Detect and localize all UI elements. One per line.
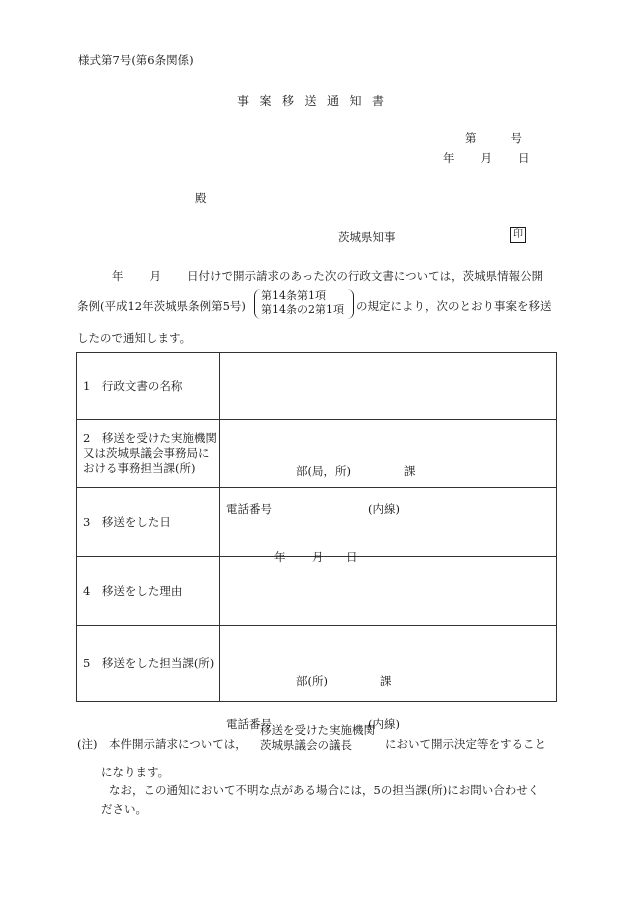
article-option-1: 第14条第1項 — [261, 289, 326, 302]
table-row — [77, 557, 557, 626]
decision-body-options — [260, 723, 375, 753]
body-line-1 — [112, 268, 543, 284]
body-line-3: したので通知します。 — [77, 331, 192, 345]
article-option-2: 第14条の2第1項 — [261, 303, 344, 316]
body-line-2-suffix: の規定により，次のとおり事案を移送 — [356, 299, 552, 313]
note-tail: において開示決定等をすること — [385, 737, 546, 751]
note-line-2: になります。 — [101, 765, 170, 779]
dept-label: 部(局，所) — [296, 463, 351, 478]
note-line-3: なお，この通知において不明な点がある場合には，5の担当課(所)にお問い合わせく — [109, 783, 540, 797]
receiving-section-field[interactable] — [220, 420, 557, 516]
section-label: 課 — [380, 673, 392, 688]
document-date — [443, 150, 530, 166]
row-label-receiving-section: 2 移送を受けた実施機関又は茨城県議会事務局における事務担当課(所) — [77, 420, 220, 488]
note-line-4: ださい。 — [101, 802, 147, 816]
phone-label: 電話番号 — [226, 716, 272, 731]
sender: 茨城県知事 — [338, 230, 396, 244]
body-text-1: 日付けで開示請求のあった次の行政文書については，茨城県情報公開 — [187, 269, 544, 283]
phone-label: 電話番号 — [226, 501, 272, 516]
table-row — [77, 420, 557, 488]
note-head: (注) 本件開示請求については， — [77, 737, 247, 751]
addressee: 殿 — [195, 191, 207, 205]
seal-mark: 印 — [510, 227, 526, 243]
form-label: 様式第7号(第6条関係) — [78, 53, 194, 67]
document-name-field[interactable] — [220, 353, 557, 420]
row-label-sending-section: 5 移送をした担当課(所) — [77, 626, 220, 702]
transfer-month: 月 — [312, 550, 324, 564]
table-row — [77, 488, 557, 557]
date-month: 月 — [480, 151, 492, 165]
date-day: 日 — [518, 151, 530, 165]
document-title: 事案移送通知書 — [237, 94, 395, 108]
date-year: 年 — [443, 151, 455, 165]
decision-option-1: 移送を受けた実施機関 — [260, 723, 375, 737]
table-row — [77, 626, 557, 702]
transfer-date-field[interactable] — [220, 488, 557, 564]
document-number — [465, 130, 522, 146]
number-suffix: 号 — [510, 131, 522, 145]
body-month: 月 — [149, 269, 161, 283]
section-label: 課 — [404, 463, 416, 478]
number-prefix: 第 — [465, 131, 477, 145]
extension-label: (内線) — [368, 501, 400, 516]
transfer-day: 日 — [346, 550, 358, 564]
transfer-details-table — [76, 352, 557, 731]
article-bracket — [254, 289, 354, 319]
row-label-transfer-date: 3 移送をした日 — [77, 488, 220, 557]
extension-label: (内線) — [368, 716, 400, 731]
transfer-year: 年 — [274, 550, 286, 564]
row-label-document-name: 1 行政文書の名称 — [77, 353, 220, 420]
dept-label: 部(所) — [296, 673, 328, 688]
row-label-transfer-reason: 4 移送をした理由 — [77, 557, 220, 626]
body-year: 年 — [112, 269, 124, 283]
table-row — [77, 353, 557, 420]
decision-option-2: 茨城県議会の議長 — [260, 738, 352, 752]
transfer-reason-field[interactable] — [220, 557, 557, 626]
body-line-2-prefix: 条例(平成12年茨城県条例第5号) — [77, 299, 246, 313]
